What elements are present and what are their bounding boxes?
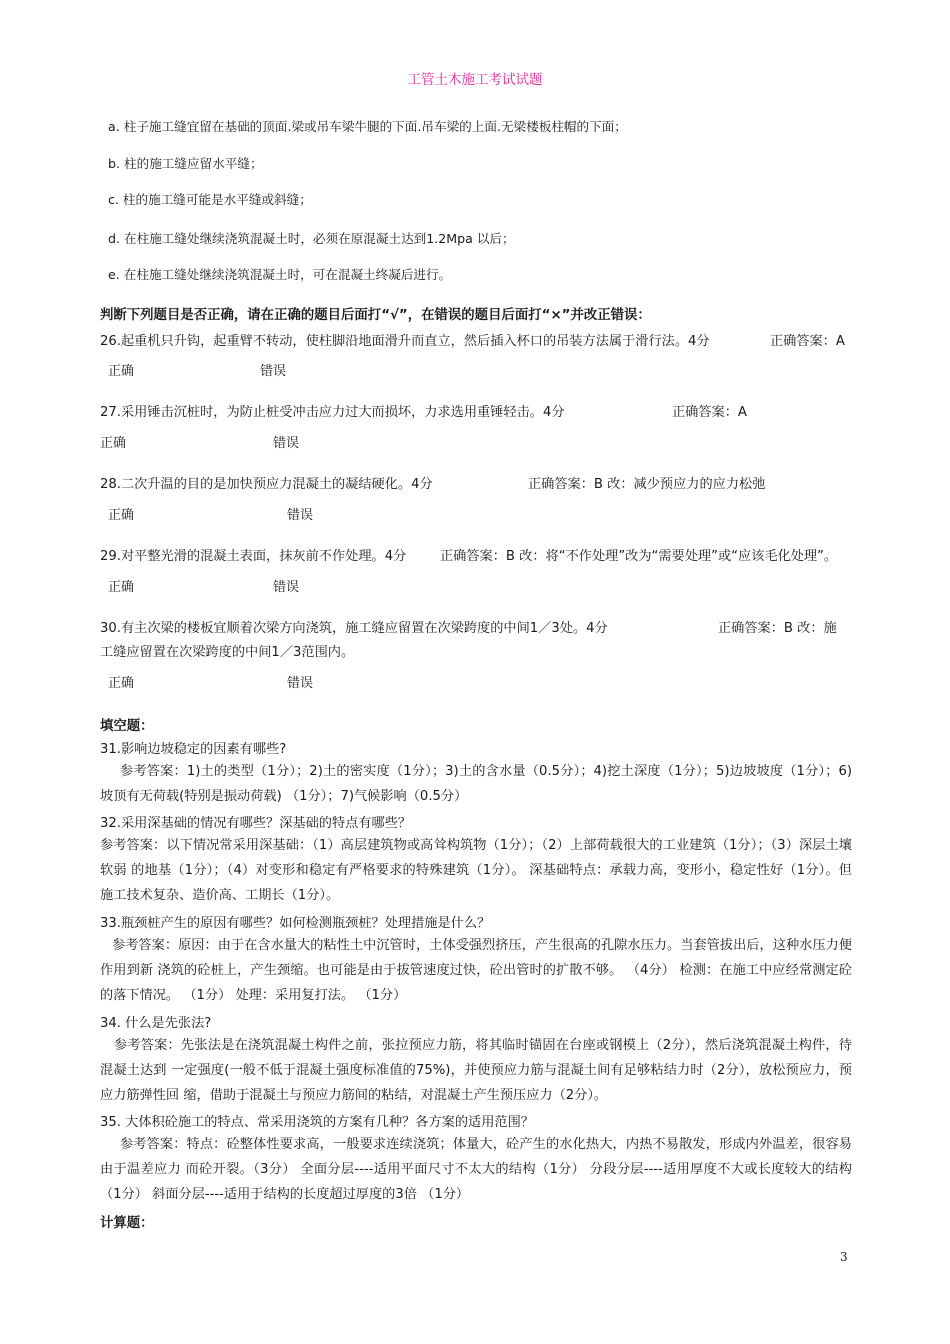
q28-choice-true: 正确 [108,508,135,523]
question-29-text: 29.对平整光滑的混凝土表面，抹灰前不作处理。4分 [100,549,407,564]
q28-choice-false: 错误 [287,508,314,523]
q30-choice-true: 正确 [108,676,135,691]
question-30-text: 30.有主次梁的楼板宜顺着次梁方向浇筑，施工缝应留置在次梁跨度的中间1／3处。4分 [100,621,608,636]
question-27-text: 27.采用锤击沉桩时，为防止桩受冲击应力过大而损坏，力求选用重锤轻击。4分 [100,405,565,420]
question-31: 31.影响边坡稳定的因素有哪些? [100,742,287,757]
page-header: 工管土木施工考试试题 [407,72,543,88]
option-e: e. 在柱施工缝处继续浇筑混凝土时，可在混凝土终凝后进行。 [108,267,452,282]
answer-35: 参考答案：特点：砼整体性要求高，一般要求连续浇筑；体量大，砼产生的水化热大，内热不易散发，形成内外温差，很容易由于温差应力 而砼开裂。（3分） 全面分层----适用平面尺寸不太大的结构（1分） 分段分层----适用厚度不大或长度较大的结构（1分） 斜面分层----适用于结构的长度超过厚度的3倍 （1分） [100,1137,852,1202]
question-32: 32.采用深基础的情况有哪些？深基础的特点有哪些？ [100,816,412,831]
option-b: b. 柱的施工缝应留水平缝； [108,156,263,171]
option-c: c. 柱的施工缝可能是水平缝或斜缝； [108,192,312,207]
question-28-text: 28.二次升温的目的是加快预应力混凝土的凝结硬化。4分 [100,477,433,492]
q29-choice-false: 错误 [273,580,300,595]
question-35: 35. 大体积砼施工的特点、常采用浇筑的方案有几种？各方案的适用范围？ [100,1115,534,1130]
calc-heading: 计算题： [100,1216,154,1231]
judge-heading: 判断下列题目是否正确，请在正确的题目后面打“√”，在错误的题目后面打“×”并改正错误： [100,308,651,323]
option-a: a. 柱子施工缝宜留在基础的顶面.梁或吊车梁牛腿的下面.吊车梁的上面.无梁楼板柱帽的下面； [108,119,627,134]
q30-choice-false: 错误 [287,676,314,691]
q26-choice-false: 错误 [260,364,287,379]
question-26-text: 26.起重机只升钩，起重臂不转动，使柱脚沿地面滑升而直立，然后插入杯口的吊装方法属于滑行法。4分 [100,334,710,349]
fill-heading: 填空题： [100,719,154,734]
question-27-answer: 正确答案：A [672,405,747,420]
answer-32: 参考答案：以下情况常采用深基础：（1）高层建筑物或高耸构筑物（1分）；（2）上部荷载很大的工业建筑（1分）；（3）深层土壤软弱 的地基（1分）；（4）对变形和稳定有严格要求的特殊建筑（1分）。 深基础特点：承载力高，变形小，稳定性好（1分）。但施工技术复杂、造价高、工期长（1分）。 [100,838,852,903]
answer-33: 参考答案：原因：由于在含水量大的粘性土中沉管时，土体受强烈挤压，产生很高的孔隙水压力。当套管拔出后，这种水压力便作用到新 浇筑的砼桩上，产生颈缩。也可能是由于拔管速度过快，砼出管时的扩散不够。 （4分） 检测：在施工中应经常测定砼的落下情况。 （1分） 处理：采用复打法。 （1分） [100,938,852,1003]
question-30-continuation: 工缝应留置在次梁跨度的中间1／3范围内。 [100,645,355,660]
question-30-answer: 正确答案：B 改：施 [718,621,837,636]
answer-34: 参考答案：先张法是在浇筑混凝土构件之前，张拉预应力筋，将其临时锚固在台座或钢模上（2分），然后浇筑混凝土构件，待混凝土达到 一定强度(一般不低于混凝土强度标准值的75%)，并使预应力筋与混凝土间有足够粘结力时（2分），放松预应力，预应力筋弹性回 缩，借助于混凝土与预应力筋间的粘结，对混凝土产生预压应力（2分）。 [100,1038,852,1103]
q27-choice-true: 正确 [100,436,127,451]
question-26-answer: 正确答案：A [770,334,845,349]
question-34: 34. 什么是先张法? [100,1016,212,1031]
q29-choice-true: 正确 [108,580,135,595]
option-d: d. 在柱施工缝处继续浇筑混凝土时，必须在原混凝土达到1.2Mpa 以后； [108,231,515,246]
q26-choice-true: 正确 [108,364,135,379]
page-number: 3 [840,1250,848,1264]
question-29-answer: 正确答案：B 改：将“不作处理”改为“需要处理”或“应该毛化处理”。 [440,549,838,564]
question-28-answer: 正确答案：B 改：减少预应力的应力松弛 [528,477,766,492]
q27-choice-false: 错误 [273,436,300,451]
question-33: 33.瓶颈桩产生的原因有哪些？如何检测瓶颈桩？处理措施是什么？ [100,916,491,931]
answer-31: 参考答案：1)土的类型（1分）；2)土的密实度（1分）；3)土的含水量（0.5分）；4)挖土深度（1分）；5)边坡坡度（1分）；6)坡顶有无荷载(特别是振动荷载) （1分）；7)气候影响（0.5分） [100,764,852,804]
